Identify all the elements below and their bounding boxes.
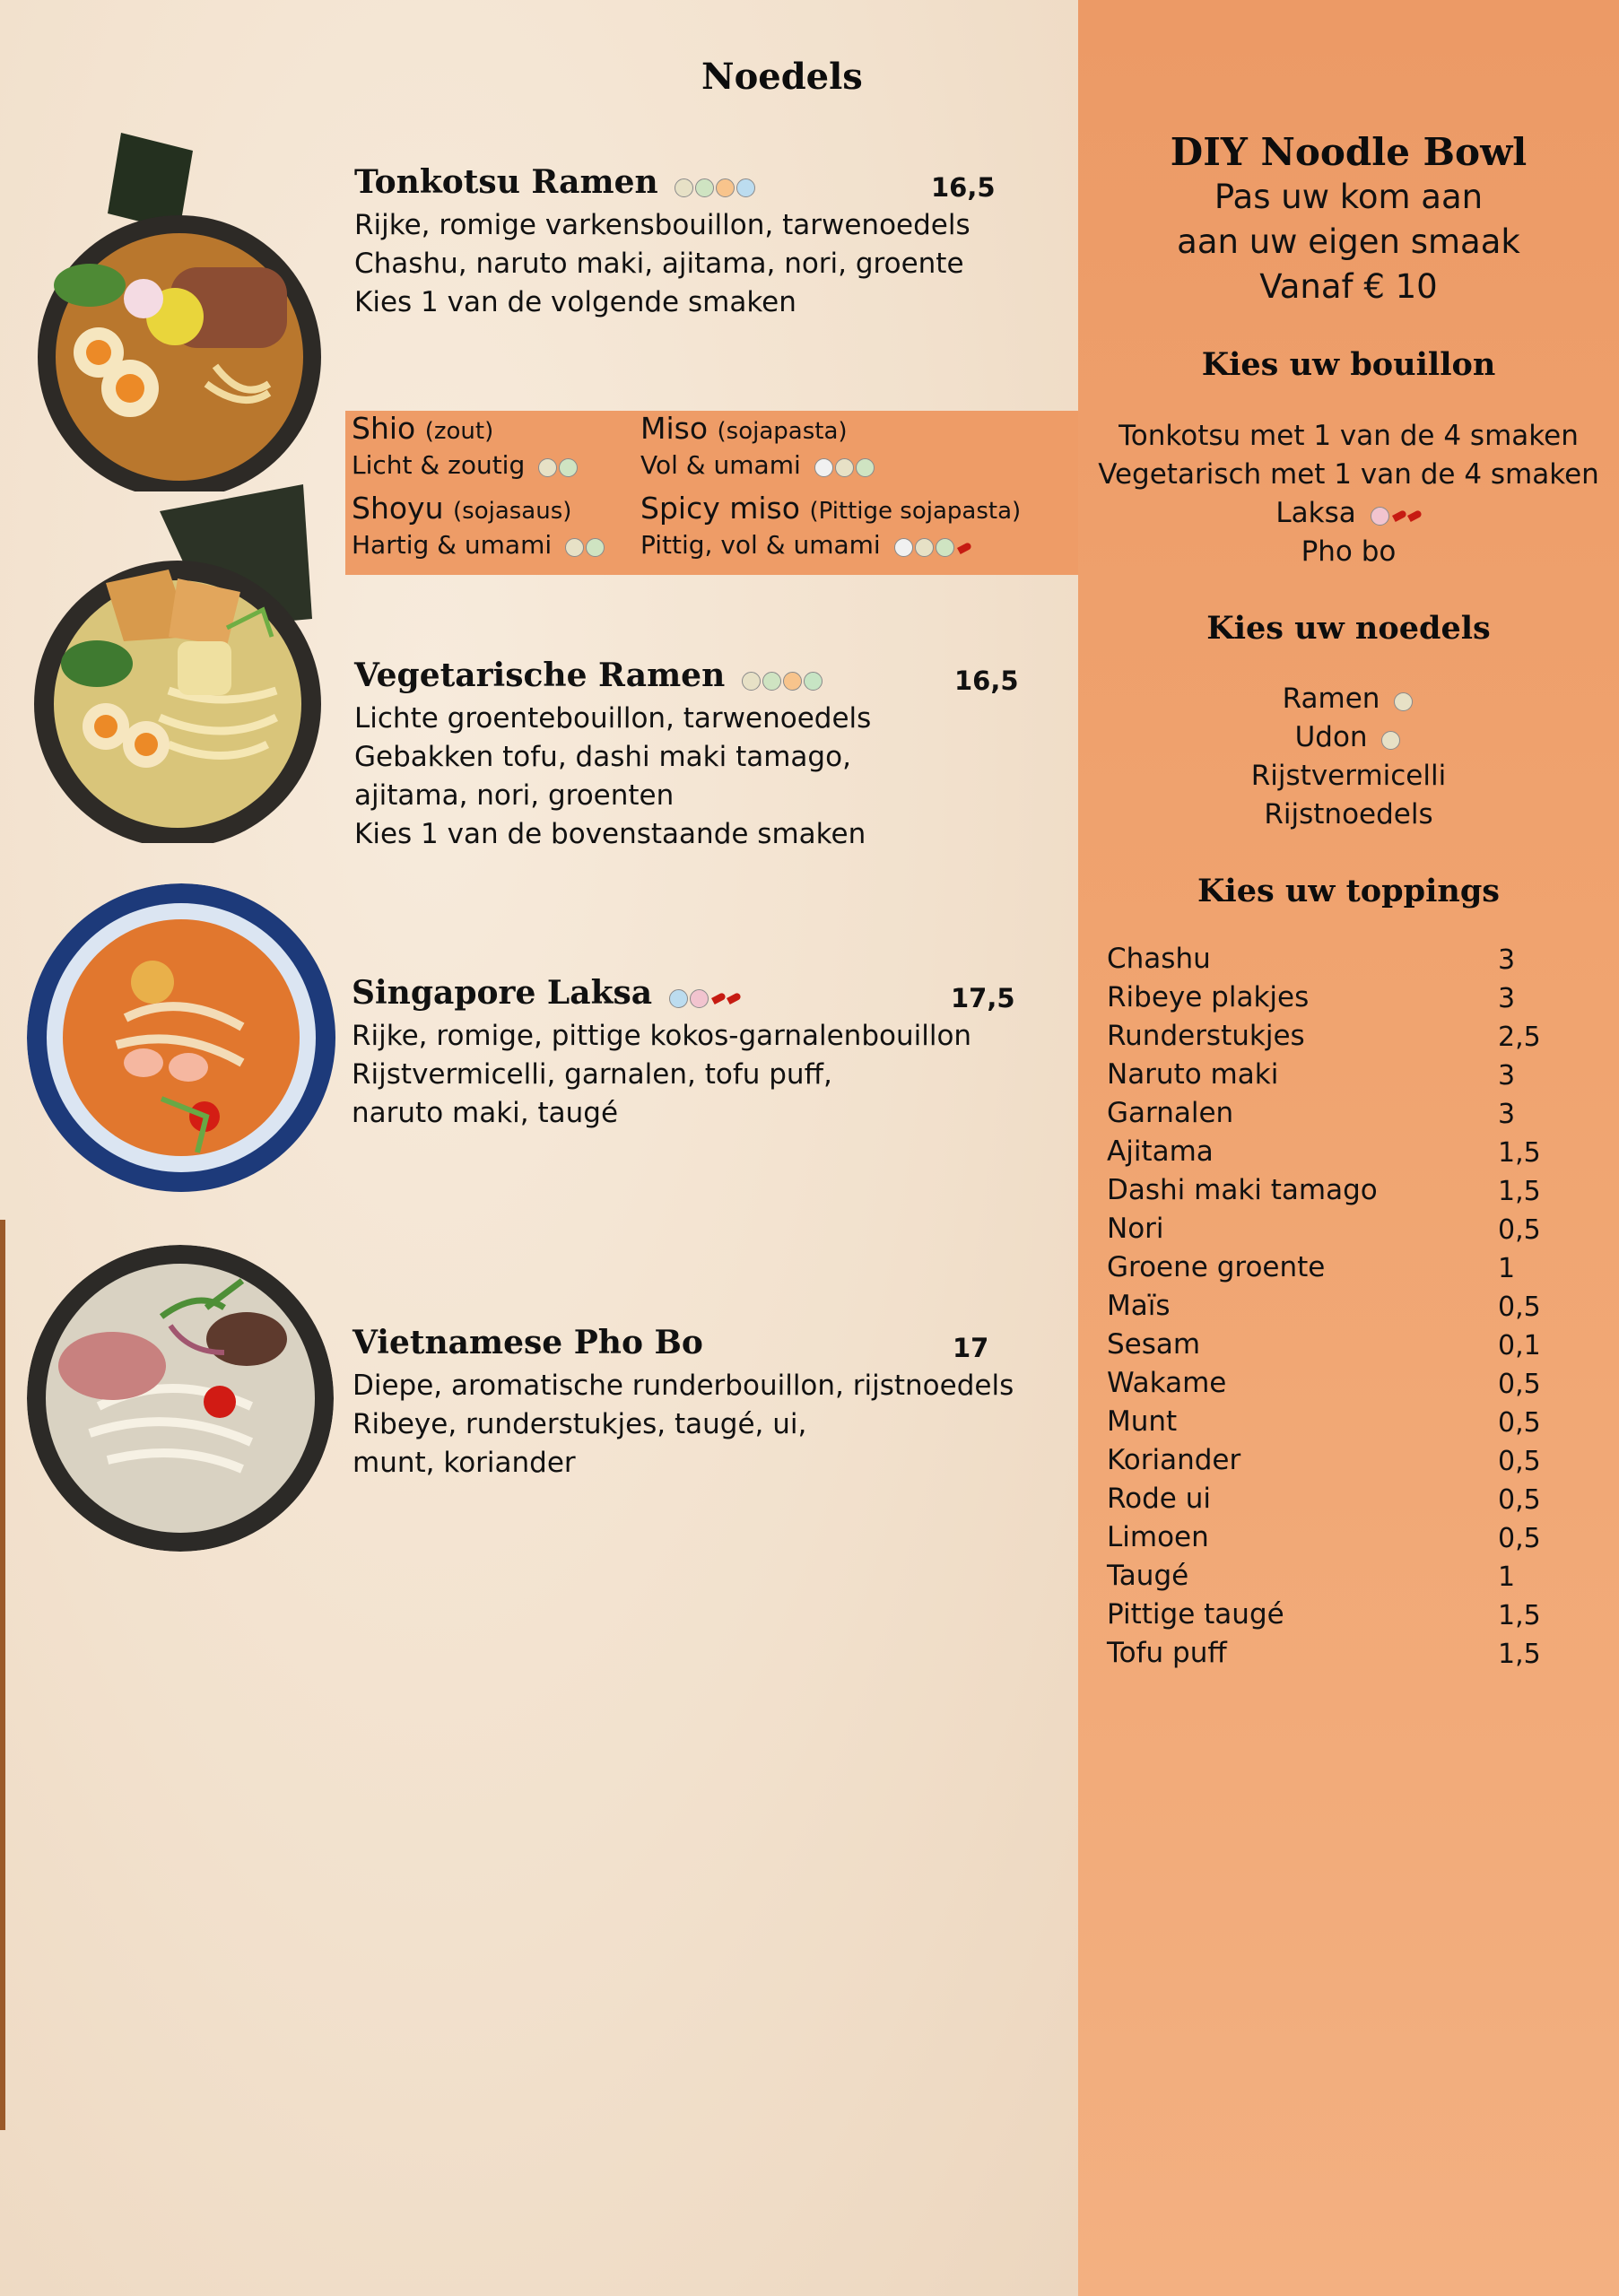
chili-icon bbox=[711, 992, 727, 1004]
section-title-noedels: Noedels bbox=[701, 56, 863, 98]
broth-item: Pho bo bbox=[1301, 535, 1397, 568]
chili-icon bbox=[1407, 509, 1423, 522]
flavor-shoyu-desc bbox=[352, 530, 606, 561]
topping-price: 3 bbox=[1498, 944, 1516, 976]
topping-name: Pittige taugé bbox=[1107, 1598, 1284, 1631]
noodle-item-udon bbox=[1078, 721, 1619, 755]
dish-desc-line: Kies 1 van de bovenstaande smaken bbox=[354, 818, 866, 850]
allergen-icons bbox=[1394, 684, 1414, 717]
flavor-spicy-miso bbox=[640, 491, 1021, 526]
flavor-spicy-miso-desc bbox=[640, 530, 971, 561]
soy-icon bbox=[586, 538, 605, 557]
broth-item: Vegetarisch met 1 van de 4 smaken bbox=[1098, 458, 1599, 491]
dish-desc-line: Ribeye, runderstukjes, taugé, ui, bbox=[353, 1408, 807, 1440]
topping-price: 1,5 bbox=[1498, 1600, 1541, 1631]
flavor-shoyu bbox=[352, 491, 571, 526]
gluten-icon bbox=[565, 538, 584, 557]
dish-desc-line: Diepe, aromatische runderbouillon, rijstnoedels bbox=[353, 1370, 1014, 1402]
fish-icon bbox=[669, 989, 688, 1008]
topping-name: Limoen bbox=[1107, 1521, 1209, 1553]
noodle-heading: Kies uw noedels bbox=[1206, 610, 1491, 647]
topping-name: Koriander bbox=[1107, 1444, 1241, 1476]
topping-price: 0,5 bbox=[1498, 1369, 1541, 1400]
topping-name: Chashu bbox=[1107, 943, 1211, 975]
topping-price: 1 bbox=[1498, 1253, 1516, 1284]
topping-name: Munt bbox=[1107, 1405, 1178, 1438]
topping-price: 0,5 bbox=[1498, 1523, 1541, 1554]
dish-desc-line: munt, koriander bbox=[353, 1447, 576, 1479]
noodle-item: Rijstnoedels bbox=[1264, 798, 1433, 831]
dish-price-tonkotsu: 16,5 bbox=[931, 172, 996, 203]
chili-icon bbox=[1392, 509, 1407, 522]
topping-name: Groene groente bbox=[1107, 1251, 1326, 1283]
egg-icon bbox=[716, 178, 735, 197]
crustacean-icon bbox=[690, 989, 709, 1008]
topping-heading: Kies uw toppings bbox=[1197, 873, 1500, 909]
topping-price: 2,5 bbox=[1498, 1022, 1541, 1053]
topping-price: 0,1 bbox=[1498, 1330, 1541, 1361]
topping-price: 0,5 bbox=[1498, 1292, 1541, 1323]
topping-name: Ribeye plakjes bbox=[1107, 981, 1310, 1013]
broth-item-laksa bbox=[1078, 497, 1619, 531]
tonkotsu-bowl-image bbox=[36, 133, 332, 491]
dish-price-pho-bo: 17 bbox=[953, 1333, 989, 1363]
soy-icon bbox=[936, 538, 954, 557]
fish-icon bbox=[736, 178, 755, 197]
dish-desc-line: Kies 1 van de volgende smaken bbox=[354, 286, 796, 318]
dish-name-laksa bbox=[352, 974, 741, 1014]
topping-price: 1 bbox=[1498, 1561, 1516, 1593]
topping-name: Maïs bbox=[1107, 1290, 1171, 1322]
soy-icon bbox=[856, 458, 875, 477]
gluten-icon bbox=[1394, 692, 1413, 711]
topping-name: Taugé bbox=[1107, 1560, 1189, 1592]
topping-price: 0,5 bbox=[1498, 1214, 1541, 1246]
chili-icon bbox=[727, 992, 742, 1004]
topping-price: 3 bbox=[1498, 983, 1516, 1014]
dish-name-pho-bo bbox=[353, 1324, 703, 1361]
diy-subtitle-line: Pas uw kom aan bbox=[1214, 178, 1484, 216]
pho-bowl-image bbox=[27, 1245, 334, 1552]
allergen-icons bbox=[894, 532, 971, 561]
flavor-desc: Licht & zoutig bbox=[352, 450, 526, 480]
dish-desc-line: Rijke, romige varkensbouillon, tarwenoedels bbox=[354, 209, 971, 241]
flavor-desc: Hartig & umami bbox=[352, 530, 553, 560]
dish-desc-line: ajitama, nori, groenten bbox=[354, 779, 675, 812]
flavor-name: Miso bbox=[640, 411, 709, 446]
gluten-icon bbox=[742, 672, 761, 691]
gluten-icon bbox=[538, 458, 557, 477]
flavor-name: Spicy miso bbox=[640, 491, 800, 526]
soy-icon bbox=[762, 672, 781, 691]
topping-price: 1,5 bbox=[1498, 1137, 1541, 1169]
vegetarian-bowl-image bbox=[34, 484, 330, 843]
dish-name-text: Vietnamese Pho Bo bbox=[353, 1324, 703, 1361]
flavor-note: (sojasaus) bbox=[453, 498, 572, 525]
celery-icon bbox=[804, 672, 823, 691]
topping-name: Nori bbox=[1107, 1213, 1164, 1245]
dish-name-tonkotsu bbox=[354, 163, 757, 204]
chili-icon bbox=[957, 541, 972, 553]
dish-name-text: Singapore Laksa bbox=[352, 974, 653, 1012]
flavor-desc: Vol & umami bbox=[640, 450, 801, 480]
topping-name: Rode ui bbox=[1107, 1483, 1211, 1515]
edge-strip bbox=[0, 1220, 5, 2130]
topping-price: 0,5 bbox=[1498, 1484, 1541, 1516]
topping-name: Tofu puff bbox=[1107, 1637, 1227, 1669]
flavor-note: (sojapasta) bbox=[717, 418, 848, 445]
gluten-icon bbox=[1381, 731, 1400, 750]
allergen-icons bbox=[538, 452, 579, 482]
topping-name: Naruto maki bbox=[1107, 1058, 1279, 1091]
flavor-name: Shio bbox=[352, 411, 416, 446]
dish-price-vegetarische: 16,5 bbox=[954, 665, 1019, 696]
egg-icon bbox=[783, 672, 802, 691]
soy-icon bbox=[559, 458, 578, 477]
allergen-icons bbox=[669, 977, 741, 1014]
broth-item: Tonkotsu met 1 van de 4 smaken bbox=[1119, 420, 1579, 452]
dish-desc-line: Rijstvermicelli, garnalen, tofu puff, bbox=[352, 1058, 832, 1091]
diy-subtitle-line: aan uw eigen smaak bbox=[1177, 222, 1520, 261]
dish-name-text: Vegetarische Ramen bbox=[354, 657, 726, 694]
noodle-item-label: Ramen bbox=[1282, 683, 1380, 715]
dish-desc-line: naruto maki, taugé bbox=[352, 1097, 619, 1129]
dish-desc-line: Rijke, romige, pittige kokos-garnalenbouillon bbox=[352, 1020, 972, 1052]
noodle-item-ramen bbox=[1078, 683, 1619, 717]
allergen-icons bbox=[565, 532, 606, 561]
topping-price: 0,5 bbox=[1498, 1407, 1541, 1439]
diy-subtitle-line: Vanaf € 10 bbox=[1259, 267, 1438, 306]
dish-desc-line: Lichte groentebouillon, tarwenoedels bbox=[354, 702, 872, 735]
flavor-shio bbox=[352, 411, 493, 446]
topping-name: Ajitama bbox=[1107, 1135, 1214, 1168]
allergen-icons bbox=[675, 166, 757, 204]
flavor-desc: Pittig, vol & umami bbox=[640, 530, 881, 560]
broth-item-label: Laksa bbox=[1275, 497, 1356, 529]
noodle-item-label: Udon bbox=[1294, 721, 1368, 753]
dish-desc-line: Chashu, naruto maki, ajitama, nori, groente bbox=[354, 248, 964, 280]
topping-name: Runderstukjes bbox=[1107, 1020, 1305, 1052]
broth-heading: Kies uw bouillon bbox=[1201, 346, 1496, 383]
topping-name: Dashi maki tamago bbox=[1107, 1174, 1378, 1206]
topping-price: 1,5 bbox=[1498, 1176, 1541, 1207]
allergen-icons bbox=[1371, 499, 1422, 531]
topping-price: 0,5 bbox=[1498, 1446, 1541, 1477]
dish-desc-line: Gebakken tofu, dashi maki tamago, bbox=[354, 741, 851, 773]
sesame-icon bbox=[894, 538, 913, 557]
diy-title: DIY Noodle Bowl bbox=[1170, 130, 1528, 174]
topping-name: Sesam bbox=[1107, 1328, 1201, 1361]
topping-price: 3 bbox=[1498, 1099, 1516, 1130]
sesame-icon bbox=[814, 458, 833, 477]
gluten-icon bbox=[835, 458, 854, 477]
allergen-icons bbox=[742, 659, 824, 697]
flavor-name: Shoyu bbox=[352, 491, 444, 526]
allergen-icons bbox=[814, 452, 876, 482]
soy-icon bbox=[695, 178, 714, 197]
noodle-item: Rijstvermicelli bbox=[1250, 760, 1447, 792]
flavor-miso-desc bbox=[640, 450, 876, 482]
allergen-icons bbox=[1381, 723, 1402, 755]
flavor-note: (zout) bbox=[424, 418, 494, 445]
topping-price: 3 bbox=[1498, 1060, 1516, 1091]
dish-name-text: Tonkotsu Ramen bbox=[354, 163, 658, 201]
gluten-icon bbox=[675, 178, 693, 197]
topping-name: Garnalen bbox=[1107, 1097, 1234, 1129]
crustacean-icon bbox=[1371, 507, 1389, 526]
flavor-miso bbox=[640, 411, 848, 446]
dish-price-laksa: 17,5 bbox=[951, 983, 1015, 1013]
flavor-shio-desc bbox=[352, 450, 579, 482]
topping-name: Wakame bbox=[1107, 1367, 1227, 1399]
topping-price: 1,5 bbox=[1498, 1639, 1541, 1670]
laksa-bowl-image bbox=[27, 883, 336, 1193]
flavor-note: (Pittige sojapasta) bbox=[809, 498, 1022, 525]
gluten-icon bbox=[915, 538, 934, 557]
dish-name-vegetarische bbox=[354, 657, 824, 697]
